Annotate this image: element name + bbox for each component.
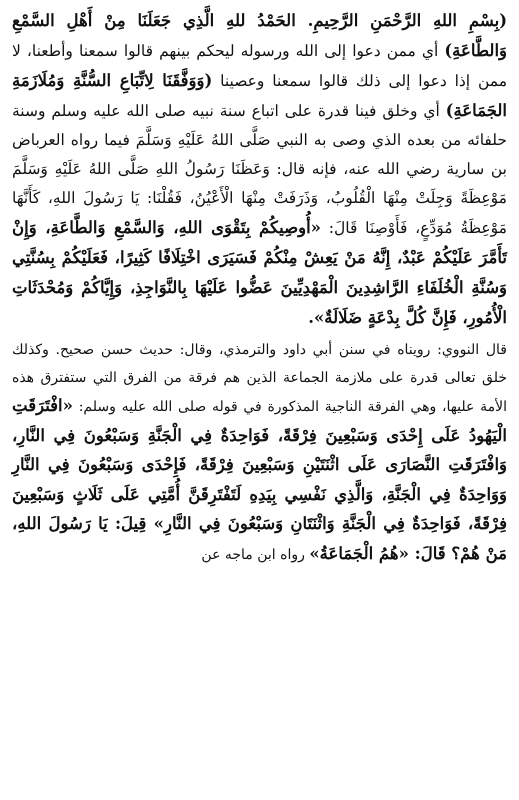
quote-basmala: (بِسْمِ اللهِ الرَّحْمَنِ الرَّحِيمِ. الحَمْدُ للهِ الَّذِي جَعَلَنَا مِنْ أَهْلِ السَّمْعِ وَالطَّاعَةِ) <box>12 11 507 60</box>
hadith-answer: «هُمُ الْجَمَاعَةُ» <box>309 543 409 563</box>
commentary-text: أي ممن دعوا إلى الله ورسوله ليحكم بينهم قالوا سمعنا وأطعنا، لا ممن إذا دعوا إلى ذلك قالوا سمعنا وعصينا <box>12 42 508 90</box>
quote-sunnah: (وَوَفَّقَنَا لِاتِّبَاعِ السُّنَّةِ وَمُلَازَمَةِ الجَمَاعَةِ) <box>12 71 507 120</box>
paragraph-basmala <box>12 6 507 333</box>
hadith-irbad: «أُوصِيكُمْ بِتَقْوَى اللهِ، وَالسَّمْعِ وَالطَّاعَةِ، وَإِنْ تَأَمَّرَ عَلَيْكُمْ عَبْدٌ، إِنَّهُ مَنْ يَعِشْ مِنْكُمْ فَسَيَرَى اخْتِلَافًا كَثِيرًا، فَعَلَيْكُمْ بِسُنَّتِي وَسُنَّةِ الْخُلَفَاءِ الرَّاشِدِينَ الْمَهْدِيِّينَ عَضُّوا عَلَيْهَا بِالنَّوَاجِذِ، وَإِيَّاكُمْ وَمُحْدَثَاتِ الْأُمُورِ، فَإِنَّ كُلَّ بِدْعَةٍ ضَلَالَةٌ». <box>12 218 507 327</box>
narration-source: رواه ابن ماجه عن <box>201 546 310 563</box>
paragraph-nawawi <box>12 337 507 569</box>
irbad-narration: وَعَظَنَا رَسُولُ اللهِ صَلَّى اللهُ عَلَيْهِ وَسَلَّمَ مَوْعِظَةً وَجِلَتْ مِنْهَا الْقُلُوبُ، وَذَرَفَتْ مِنْهَا الْأَعْيُنُ، فَقُلْنَا: يَا رَسُولَ اللهِ، كَأَنَّهَا مَوْعِظَةُ مُوَدِّعٍ، فَأَوْصِنَا قَالَ: <box>12 160 507 237</box>
hadith-question: » قِيلَ: يَا رَسُولَ اللهِ، مَنْ هُمْ؟ قَالَ: <box>12 514 507 563</box>
hadith-firqa: «افْتَرَقَتِ الْيَهُودُ عَلَى إِحْدَى وَسَبْعِينَ فِرْقَةً، فَوَاحِدَةٌ فِي الْجَنَّةِ وَسَبْعُونَ فِي النَّارِ، وَافْتَرَقَتِ النَّصَارَى عَلَى اثْنَتَيْنِ وَسَبْعِينَ فِرْقَةً، فَإِحْدَى وَسَبْعُونَ فِي النَّارِ وَوَاحِدَةٌ فِي الْجَنَّةِ، وَالَّذِي نَفْسِي بِيَدِهِ لَتَفْتَرِقَنَّ أُمَّتِي عَلَى ثَلَاثٍ وَسَبْعِينَ فِرْقَةً، فَوَاحِدَةٌ فِي الْجَنَّةِ وَاثْنَتَانِ وَسَبْعُونَ فِي النَّارِ <box>12 396 507 533</box>
commentary-text: أي وخلق فينا قدرة على اتباع سنة نبيه صلى الله عليه وسلم وسنة حلفائه من بعده الذي وصى به النبي صَلَّى اللهُ عَلَيْهِ وَسَلَّمَ فيما رواه العرباض بن سارية رضي الله عنه، فإنه قال: <box>12 102 507 178</box>
nawawi-commentary: قال النووي: رويناه في سنن أبي داود والترمذي، وقال: حديث حسن صحيح. وكذلك خلق تعالى قدرة على ملازمة الجماعة الذين هم فرقة من الفرق التي ستفترق هذه الأمة عليها، وهي الفرقة الناجية المذكورة في قوله صلى الله عليه وسلم: <box>12 342 507 415</box>
